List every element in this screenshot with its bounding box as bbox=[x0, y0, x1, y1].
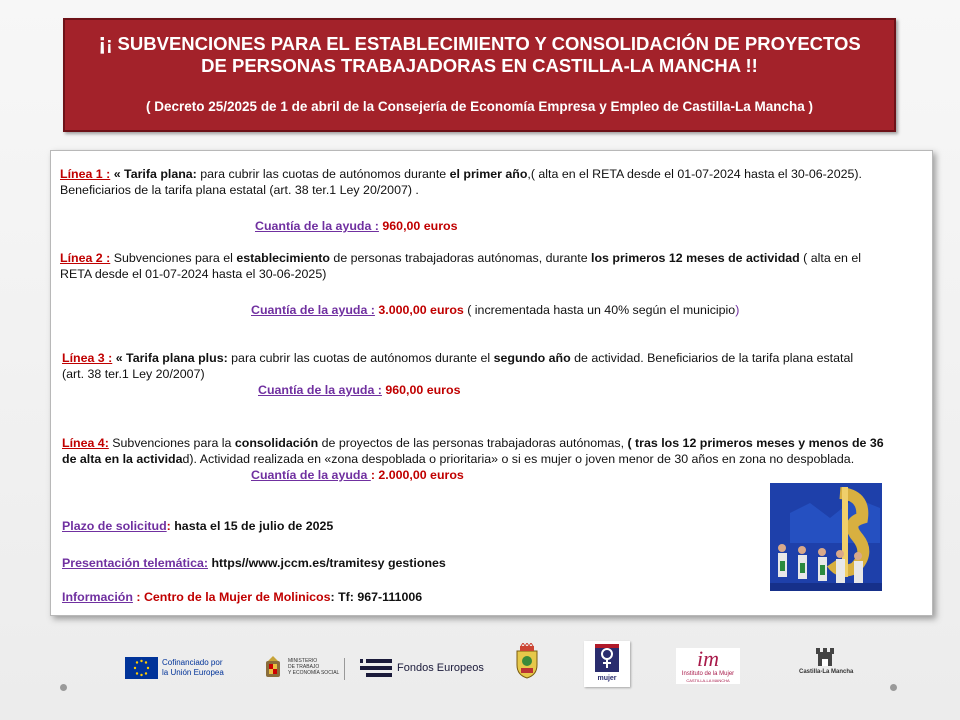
linea3-title: « Tarifa plana plus: bbox=[112, 351, 228, 365]
linea3-label: Línea 3 : bbox=[62, 351, 113, 365]
footer-logos bbox=[0, 640, 960, 700]
linea2-amount: Cuantía de la ayuda : 3.000,00 euros ( incrementada hasta un 40% según el municipio) bbox=[251, 303, 740, 317]
spain-coat-of-arms-icon bbox=[262, 655, 284, 681]
mujer-text: mujer bbox=[597, 675, 617, 682]
instituto-text: Instituto de la Mujer bbox=[681, 671, 735, 677]
molinicos-coat-of-arms-logo bbox=[512, 643, 542, 684]
plazo-line: Plazo de solicitud: hasta el 15 de julio de 2025 bbox=[62, 519, 334, 533]
informacion-line: Información : Centro de la Mujer de Molinicos: Tf: 967-111006 bbox=[62, 590, 423, 604]
clm-logo bbox=[799, 646, 854, 675]
decor-dot bbox=[60, 684, 67, 691]
linea3-amount bbox=[258, 382, 460, 398]
informacion-center: Centro de la Mujer de Molinicos bbox=[143, 590, 331, 604]
presentacion-label: Presentación telemática: bbox=[62, 556, 208, 570]
eu-text1: Cofinanciado por bbox=[162, 658, 223, 667]
linea4-amount bbox=[251, 467, 464, 483]
eu-flag-icon bbox=[125, 657, 158, 679]
banner-decree: ( Decreto 25/2025 de 1 de abril de la Consejería de Economía Empresa y Empleo de Castilla-La Mancha ) bbox=[146, 99, 813, 114]
ministerio-line2: DE TRABAJO bbox=[288, 664, 320, 670]
clm-text: Castilla-La Mancha bbox=[799, 669, 854, 675]
amount-value: 960,00 euros bbox=[381, 383, 461, 397]
fondos-text: Fondos Europeos bbox=[397, 662, 484, 674]
amount-value: : 2.000,00 euros bbox=[370, 468, 464, 482]
ministerio-line1: MINISTERIO bbox=[288, 658, 318, 664]
amount-label: Cuantía de la ayuda : bbox=[258, 383, 382, 397]
content-card bbox=[50, 150, 933, 616]
business-illustration-image bbox=[770, 483, 882, 591]
linea2-label: Línea 2 : bbox=[60, 251, 111, 265]
informacion-label: Información bbox=[62, 590, 133, 604]
title-banner bbox=[63, 18, 896, 132]
amount-label: Cuantía de la ayuda : bbox=[255, 219, 379, 233]
amount-label: Cuantía de la ayuda bbox=[251, 468, 371, 482]
im-monogram-icon: im bbox=[697, 646, 719, 671]
coat-of-arms-icon bbox=[512, 643, 542, 679]
plazo-value: hasta el 15 de julio de 2025 bbox=[170, 519, 334, 533]
linea4-text: Línea 4: Subvenciones para la consolidación de proyectos de las personas trabajadoras autónomas, ( tras los 12 primeros meses y menos de 36 de alta en la actividad). Actividad realizada en «zona despoblada o prioritaria» o si es mujer o joven menor de 30 años en zona no despoblada. bbox=[62, 436, 884, 466]
linea2-text: Línea 2 : Subvenciones para el establecimiento de personas trabajadoras autónomas, durante los primeros 12 meses de actividad ( alta en el RETA desde el 01-07-2024 hasta el 30-06-2025) bbox=[60, 251, 862, 281]
informacion-phone: : Tf: 967-111006 bbox=[330, 590, 423, 604]
decor-dot bbox=[890, 684, 897, 691]
amount-value: 3.000,00 euros bbox=[374, 303, 464, 317]
ministerio-line3: Y ECONOMÍA SOCIAL bbox=[288, 670, 340, 676]
linea4-label: Línea 4: bbox=[62, 436, 109, 450]
banner-title-line2: DE PERSONAS TRABAJADORAS EN CASTILLA-LA MANCHA !! bbox=[201, 55, 758, 76]
plazo-label: Plazo de solicitud bbox=[62, 519, 167, 533]
fondos-europeos-icon bbox=[360, 657, 392, 679]
banner-title-line1: ¡ SUBVENCIONES PARA EL ESTABLECIMIENTO Y CONSOLIDACIÓN DE PROYECTOS bbox=[106, 33, 861, 54]
clm-castle-icon bbox=[799, 646, 851, 668]
linea1-amount bbox=[255, 218, 457, 234]
linea1-text: Línea 1 : « Tarifa plana: para cubrir las cuotas de autónomos durante el primer año,( alta en el RETA desde el 01-07-2024 hasta el 30-06-2025). Beneficiarios de la tarifa plana estatal (art. 38 ter.1 Ley 20/2007) . bbox=[60, 167, 862, 197]
divider bbox=[344, 658, 345, 680]
presentacion-line bbox=[62, 555, 446, 571]
instituto-mujer-logo bbox=[676, 648, 740, 684]
presentacion-url: https//www.jccm.es/tramitesy gestiones bbox=[208, 556, 446, 570]
instituto-sub: CASTILLA-LA MANCHA bbox=[686, 678, 730, 683]
linea3-text: Línea 3 : « Tarifa plana plus: para cubrir las cuotas de autónomos durante el segundo año de actividad. Beneficiarios de la tarifa plana estatal (art. 38 ter.1 Ley 20/2007) bbox=[62, 351, 854, 381]
eu-text2: la Unión Europea bbox=[162, 668, 224, 677]
linea1-label: Línea 1 : bbox=[60, 167, 111, 181]
banner-exclamation: ¡ bbox=[98, 29, 107, 56]
mujer-logo bbox=[584, 641, 630, 687]
amount-label: Cuantía de la ayuda : bbox=[251, 303, 375, 317]
mujer-icon bbox=[595, 644, 619, 672]
linea1-title: « Tarifa plana: bbox=[113, 167, 197, 181]
amount-value: 960,00 euros bbox=[382, 219, 458, 233]
amount-note: ( incrementada hasta un 40% según el municipio bbox=[463, 303, 736, 317]
